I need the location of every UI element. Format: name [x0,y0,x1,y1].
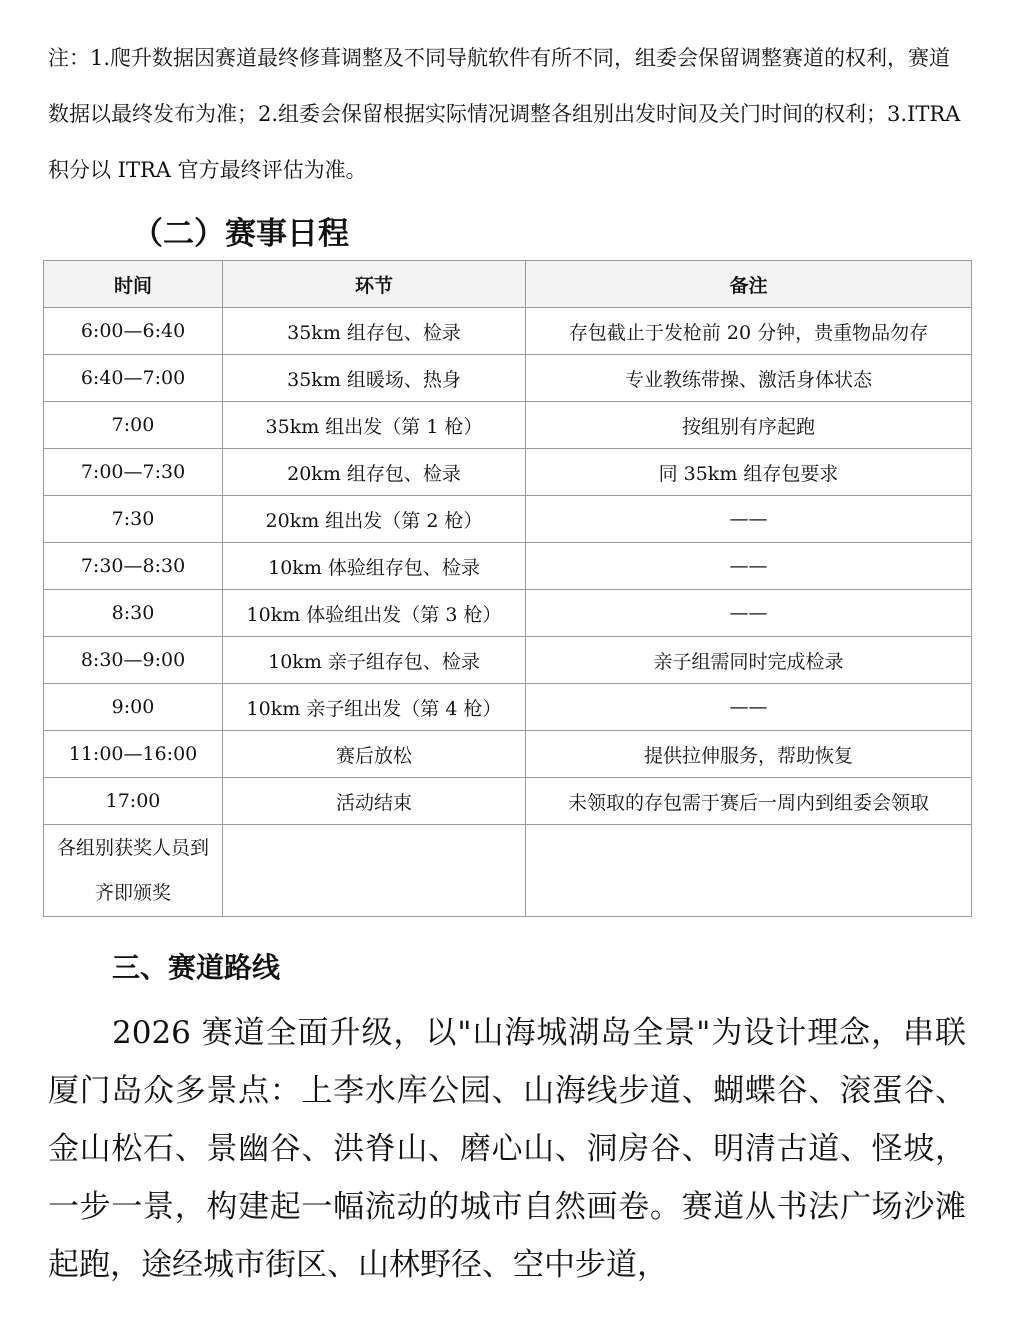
cell-remark: 存包截止于发枪前 20 分钟，贵重物品勿存 [526,308,972,355]
header-stage: 环节 [223,261,526,308]
cell-stage: 活动结束 [223,778,526,825]
cell-remark: 专业教练带操、激活身体状态 [526,355,972,402]
cell-time: 17:00 [44,778,223,825]
cell-remark: —— [526,684,972,731]
cell-time: 6:00—6:40 [44,308,223,355]
table-row [44,590,972,637]
cell-stage: 20km 组出发（第 2 枪） [223,496,526,543]
cell-time: 7:30 [44,496,223,543]
cell-remark: —— [526,496,972,543]
cell-stage: 10km 体验组存包、检录 [223,543,526,590]
cell-stage: 10km 亲子组出发（第 4 枪） [223,684,526,731]
table-row [44,355,972,402]
schedule-table [43,260,972,917]
cell-remark: 同 35km 组存包要求 [526,449,972,496]
table-row [44,778,972,825]
table-row [44,731,972,778]
cell-time: 11:00—16:00 [44,731,223,778]
table-row [44,543,972,590]
cell-remark: 亲子组需同时完成检录 [526,637,972,684]
table-row [44,402,972,449]
cell-remark: 未领取的存包需于赛后一周内到组委会领取 [526,778,972,825]
note-paragraph: 注：1.爬升数据因赛道最终修葺调整及不同导航软件有所不同，组委会保留调整赛道的权利，赛道数据以最终发布为准；2.组委会保留根据实际情况调整各组别出发时间及关门时间的权利；3.ITRA 积分以 ITRA 官方最终评估为准。 [48,46,961,182]
cell-time: 7:00—7:30 [44,449,223,496]
cell-remark: 按组别有序起跑 [526,402,972,449]
cell-remark: —— [526,543,972,590]
cell-stage: 35km 组存包、检录 [223,308,526,355]
cell-time: 8:30 [44,590,223,637]
table-row [44,308,972,355]
cell-stage: 35km 组暖场、热身 [223,355,526,402]
cell-stage [223,825,526,917]
cell-time: 7:30—8:30 [44,543,223,590]
schedule-heading: （二）赛事日程 [132,216,349,252]
cell-time: 6:40—7:00 [44,355,223,402]
cell-remark: 提供拉伸服务，帮助恢复 [526,731,972,778]
header-remark: 备注 [526,261,972,308]
route-heading: 三、赛道路线 [112,951,281,984]
table-header-row [44,261,972,308]
cell-time: 7:00 [44,402,223,449]
cell-remark: —— [526,590,972,637]
route-paragraph: 2026 赛道全面升级，以"山海城湖岛全景"为设计理念，串联厦门岛众多景点：上李水库公园、山海线步道、蝴蝶谷、滚蛋谷、金山松石、景幽谷、洪脊山、磨心山、洞房谷、明清古道、怪坡，一步一景，构建起一幅流动的城市自然画卷。赛道从书法广场沙滩起跑，途经城市街区、山林野径、空中步道， [48,1015,966,1283]
table-row [44,637,972,684]
cell-remark [526,825,972,917]
header-time: 时间 [44,261,223,308]
table-row [44,684,972,731]
cell-stage: 10km 体验组出发（第 3 枪） [223,590,526,637]
cell-time: 8:30—9:00 [44,637,223,684]
cell-stage: 10km 亲子组存包、检录 [223,637,526,684]
cell-time: 9:00 [44,684,223,731]
cell-time: 各组别获奖人员到齐即颁奖 [44,825,223,917]
table-row [44,449,972,496]
cell-stage: 赛后放松 [223,731,526,778]
table-row [44,825,972,917]
cell-stage: 35km 组出发（第 1 枪） [223,402,526,449]
table-row [44,496,972,543]
cell-stage: 20km 组存包、检录 [223,449,526,496]
